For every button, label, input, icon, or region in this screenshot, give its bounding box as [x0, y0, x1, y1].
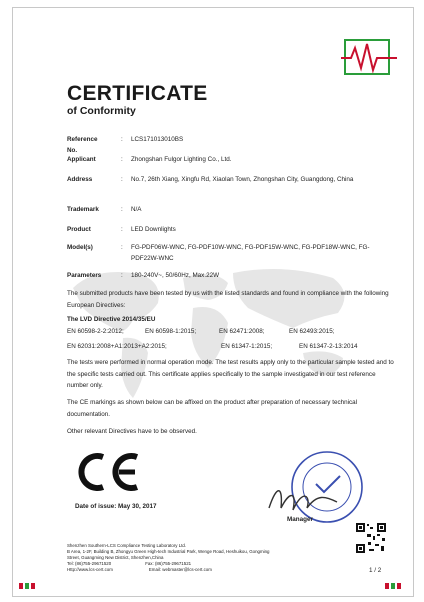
footer-company: Shenzhen Southern-LCS Compliance Testing Laboratory Ltd.	[67, 543, 187, 548]
footer-address-2: Street, Guangming New District, Shenzhen,China	[67, 555, 164, 560]
standard-item: EN 60598-1:2015;	[145, 328, 197, 335]
page-number: 1 / 2	[369, 567, 382, 574]
other-directives-text: Other relevant Directives have to be observed.	[67, 428, 197, 435]
field-separator: :	[121, 226, 123, 233]
field-label: Reference No.	[67, 136, 98, 154]
manager-signature	[263, 478, 343, 518]
field-separator: :	[121, 176, 123, 183]
ce-note-text: The CE markings as shown below can be affixed on the product after preparation of necessary technical documentation.	[67, 399, 358, 418]
ce-mark	[73, 451, 143, 493]
standard-item: EN 62471:2008;	[219, 328, 265, 335]
intro-text: The submitted products have been tested by us with the listed standards and found in compliance with the following European Directives:	[67, 290, 389, 309]
field-label: Model(s)	[67, 244, 93, 251]
field-value: LED Downlights	[131, 226, 176, 233]
footer-tel: Tel: (86)755-29671520	[67, 561, 112, 566]
field-separator: :	[121, 156, 123, 163]
manager-label: Manager	[287, 516, 313, 523]
footer-email: Email: webmaster@lcs-cert.com	[148, 567, 212, 572]
field-value: 180-240V~, 50/60Hz, Max.22W	[131, 272, 220, 279]
certificate-subtitle: of Conformity	[67, 105, 136, 117]
standard-item: EN 62493:2015;	[289, 328, 335, 335]
lcs-logo	[339, 38, 399, 78]
certificate-page	[12, 7, 414, 597]
field-value: N/A	[131, 206, 142, 213]
field-separator: :	[121, 206, 123, 213]
certificate-title: CERTIFICATE	[67, 82, 208, 105]
field-label: Address	[67, 176, 93, 183]
field-separator: :	[121, 136, 123, 143]
standard-item: EN 61347-1:2015;	[221, 343, 273, 350]
field-label: Parameters	[67, 272, 102, 279]
footer	[67, 543, 269, 573]
standard-item: EN 61347-2-13:2014	[299, 343, 358, 350]
field-separator: :	[121, 272, 123, 279]
field-label: Applicant	[67, 156, 96, 163]
field-label: Trademark	[67, 206, 99, 213]
directive-title: The LVD Directive 2014/35/EU	[67, 316, 156, 323]
field-value: LCS171013010BS	[131, 136, 184, 143]
qr-code	[355, 522, 387, 554]
footer-fax: Fax: (86)755-29671521	[145, 561, 192, 566]
field-value: FG-PDF06W-WNC, FG-PDF10W-WNC, FG-PDF15W-WNC, FG-PDF18W-WNC, FG-PDF22W-WNC	[131, 244, 370, 262]
issue-date: Date of issue: May 30, 2017	[75, 503, 157, 510]
footer-address-1: B Area, 1-2F, Building B, Zhongyu Green High-tech Industrial Park, Wenge Road, Heshuikou, Gongming	[67, 549, 270, 554]
field-value: No.7, 26th Xiang, Xingfu Rd, Xiaolan Town, Zhongshan City, Guangdong, China	[131, 176, 354, 183]
standard-item: EN 60598-2-2:2012;	[67, 328, 124, 335]
field-separator: :	[121, 244, 123, 251]
standard-item: EN 62031:2008+A1:2013+A2:2015;	[67, 343, 167, 350]
tests-text: The tests were performed in normal operation mode. The test results apply only to the particular sample tested and to the specific tests carried out. This certificate applies specifically to the sample investigated in our test reference number only.	[67, 359, 394, 389]
footer-web: Http://www.lcs-cert.com	[67, 567, 113, 572]
field-label: Product	[67, 226, 91, 233]
field-value: Zhongshan Fulgor Lighting Co., Ltd.	[131, 156, 232, 163]
footer-contact-row-2	[67, 567, 269, 573]
